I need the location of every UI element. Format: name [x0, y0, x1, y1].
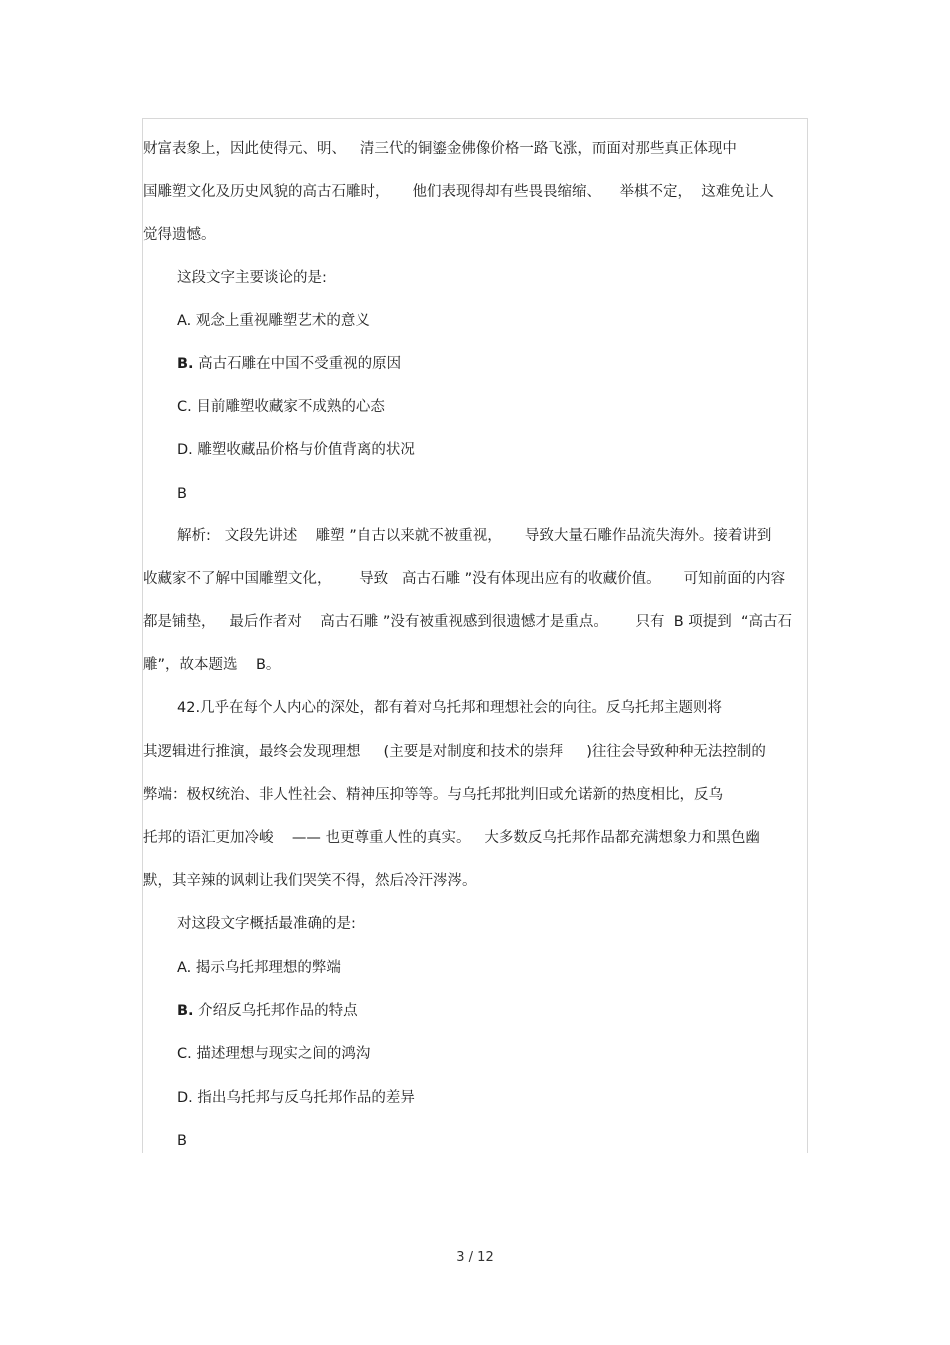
- page-number: 3 / 12: [456, 1250, 494, 1265]
- analysis-line-2: 收藏家不了解中国雕塑文化， 导致 高古石雕 ”没有体现出应有的收藏价值。 可知前面的内容: [143, 571, 786, 587]
- question-2-option-a: [177, 958, 341, 978]
- option-text: 观念上重视雕塑艺术的意义: [191, 313, 370, 329]
- analysis-line-1: 解析: 文段先讲述 雕塑 ”自古以来就不被重视， 导致大量石雕作品流失海外。接着讲到: [177, 528, 772, 544]
- option-letter: C.: [177, 399, 192, 415]
- question-1-answer: B: [177, 486, 187, 502]
- option-text: 介绍反乌托邦作品的特点: [193, 1003, 358, 1019]
- question-2-option-b: [177, 1001, 358, 1021]
- option-letter: B.: [177, 356, 194, 372]
- passage2-line-4: 托邦的语汇更加冷峻 —— 也更尊重人性的真实。 大多数反乌托邦作品都充满想象力和黑色幽: [143, 830, 760, 846]
- question-2-option-c: [177, 1044, 370, 1064]
- option-letter: C.: [177, 1046, 192, 1062]
- question-2-prompt: 对这段文字概括最准确的是:: [177, 916, 356, 932]
- passage1-line-3: 觉得遗憾。: [143, 227, 216, 243]
- option-text: 描述理想与现实之间的鸿沟: [191, 1046, 371, 1062]
- question-1-option-c: [177, 397, 385, 417]
- option-text: 揭示乌托邦理想的弊端: [191, 960, 341, 976]
- option-text: 指出乌托邦与反乌托邦作品的差异: [192, 1090, 415, 1106]
- passage2-line-2: 其逻辑进行推演，最终会发现理想 (主要是对制度和技术的崇拜 )往往会导致种种无法控制的: [143, 744, 766, 760]
- option-letter: D.: [177, 442, 193, 458]
- passage1-line-1: 财富表象上，因此使得元、明、 清三代的铜鎏金佛像价格一路飞涨，而面对那些真正体现中: [143, 141, 737, 157]
- option-letter: A.: [177, 313, 192, 329]
- option-text: 雕塑收藏品价格与价值背离的状况: [192, 442, 415, 458]
- question-1-option-b: [177, 354, 401, 374]
- question-1-prompt: 这段文字主要谈论的是:: [177, 270, 327, 286]
- option-letter: B.: [177, 1003, 194, 1019]
- question-2-option-d: [177, 1088, 415, 1108]
- passage2-line-3: 弊端：极权统治、非人性社会、精神压抑等等。与乌托邦批判旧或允诺新的热度相比，反乌: [143, 787, 723, 803]
- option-letter: A.: [177, 960, 192, 976]
- passage1-line-2: 国雕塑文化及历史风貌的高古石雕时， 他们表现得却有些畏畏缩缩、 举棋不定， 这难免让人: [143, 184, 774, 200]
- option-text: 目前雕塑收藏家不成熟的心态: [191, 399, 385, 415]
- passage2-line-1: 42.几乎在每个人内心的深处，都有着对乌托邦和理想社会的向往。反乌托邦主题则将: [177, 700, 723, 716]
- option-letter: D.: [177, 1090, 193, 1106]
- analysis-line-4: 雕”，故本题选 B。: [143, 657, 281, 673]
- question-1-option-a: [177, 311, 370, 331]
- passage2-line-5: 默，其辛辣的讽刺让我们哭笑不得，然后冷汗涔涔。: [143, 873, 477, 889]
- analysis-line-3: 都是铺垫， 最后作者对 高古石雕 ”没有被重视感到很遗憾才是重点。 只有 B 项提到 “高古石: [143, 614, 793, 630]
- question-2-answer: B: [177, 1133, 187, 1149]
- option-text: 高古石雕在中国不受重视的原因: [193, 356, 402, 372]
- question-1-option-d: [177, 440, 415, 460]
